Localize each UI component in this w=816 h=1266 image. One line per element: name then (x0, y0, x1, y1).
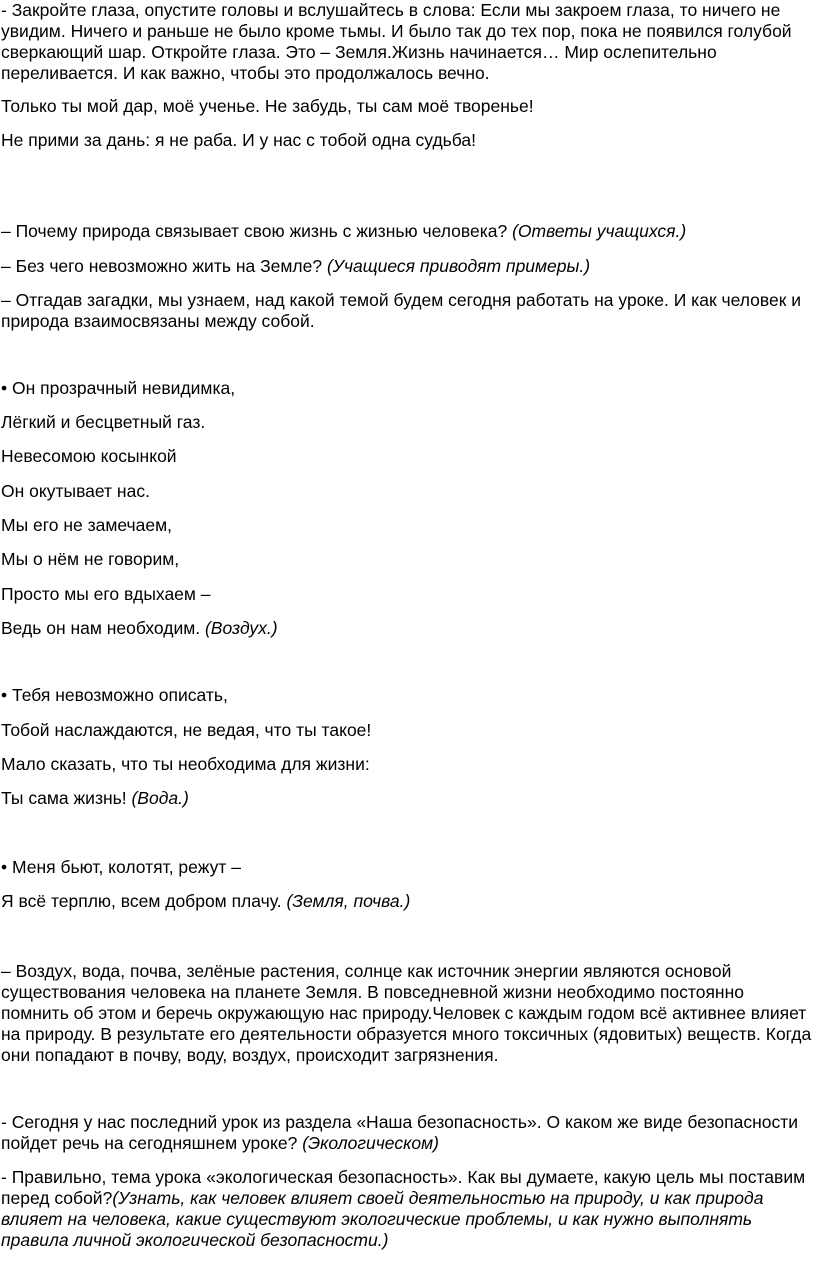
riddle-air-line-7: Просто мы его вдыхаем – (1, 584, 211, 604)
paragraph-poem-line-1: Только ты мой дар, моё ученье. Не забудь, ты сам моё творенье! (1, 96, 534, 116)
paragraph-question-1: – Почему природа связывает свою жизнь с жизнью человека? (Ответы учащихся.) (1, 221, 687, 241)
riddle-air-line-3: Невесомою косынкой (1, 446, 177, 466)
riddle-soil-line-2: Я всё терплю, всем добром плачу. (Земля, почва.) (1, 891, 411, 911)
riddle-water-line-1: • Тебя невозможно описать, (1, 685, 228, 705)
riddle-soil-line-1: • Меня бьют, колотят, режут – (1, 857, 241, 877)
riddle-air-line-5: Мы его не замечаем, (1, 515, 173, 535)
paragraph-intro: - Закройте глаза, опустите головы и вслушайтесь в слова: Если мы закроем глаза, то ничего не увидим. Ничего и раньше не было кроме тьмы. И было так до тех пор, пока не появился голубой сверкающий шар. Откройте глаза. Это – Земля.Жизнь начинается… Мир ослепительно переливается. И как важно, чтобы это продолжалось вечно. (1, 0, 792, 83)
riddle-air-line-6: Мы о нём не говорим, (1, 549, 180, 569)
paragraph-question-2: – Без чего невозможно жить на Земле? (Учащиеся приводят примеры.) (1, 256, 591, 276)
riddle-water-line-2: Тобой наслаждаются, не ведая, что ты такое! (1, 720, 372, 740)
riddle-water-line-4: Ты сама жизнь! (Вода.) (1, 788, 189, 808)
paragraph-riddles-intro: – Отгадав загадки, мы узнаем, над какой темой будем сегодня работать на уроке. И как человек и природа взаимосвязаны между собой. (1, 290, 802, 331)
riddle-air-line-1: • Он прозрачный невидимка, (1, 378, 236, 398)
riddle-air-line-8: Ведь он нам необходим. (Воздух.) (1, 618, 278, 638)
paragraph-lesson-topic: - Правильно, тема урока «экологическая безопасность». Как вы думаете, какую цель мы поставим перед собой?(Узнать, как человек влияет своей деятельностью на природу, и как природа влияет на человека, какие существуют экологические проблемы, и как нужно выполнять правила личной экологической безопасности.) (1, 1167, 806, 1250)
paragraph-ecology-explanation: – Воздух, вода, почва, зелёные растения, солнце как источник энергии являются основой существования человека на планете Земля. В повседневной жизни необходимо постоянно помнить об этом и беречь окружающую нас природу.Человек с каждым годом всё активнее влияет на природу. В результате его деятельности образуется много токсичных (ядовитых) веществ. Когда они попадают в почву, воду, воздух, происходит загрязнения. (1, 961, 812, 1065)
riddle-water-line-3: Мало сказать, что ты необходима для жизни: (1, 754, 370, 774)
paragraph-lesson-question: - Сегодня у нас последний урок из раздела «Наша безопасность». О каком же виде безопасности пойдет речь на сегодняшнем уроке? (Экологическом) (1, 1112, 799, 1153)
riddle-air-line-4: Он окутывает нас. (1, 481, 150, 501)
riddle-air-line-2: Лёгкий и бесцветный газ. (1, 412, 206, 432)
paragraph-poem-line-2: Не прими за дань: я не раба. И у нас с тобой одна судьба! (1, 130, 476, 150)
